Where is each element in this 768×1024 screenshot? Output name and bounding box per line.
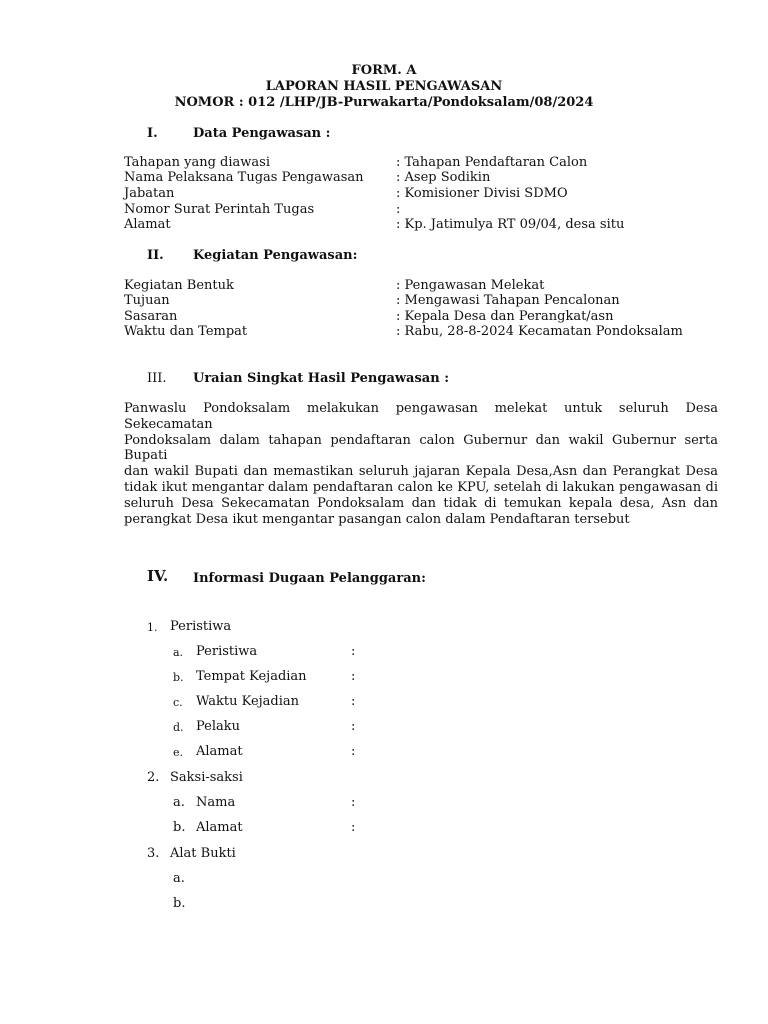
sub-label: Tempat Kejadian (196, 669, 307, 684)
row-label: Kegiatan Bentuk (124, 278, 234, 293)
row-label: Tahapan yang diawasi (124, 155, 270, 170)
sub-colon: : (351, 644, 356, 659)
sub-label: Peristiwa (196, 644, 258, 659)
paragraph-line: Pondoksalam dalam tahapan pendaftaran calon Gubernur dan wakil Gubernur serta Bupati (124, 432, 718, 464)
item-number: 1. (147, 621, 158, 634)
paragraph-line: seluruh Desa Sekecamatan Pondoksalam dan tidak di temukan kepala desa, Asn dan (124, 495, 718, 511)
sub-label: Alamat (196, 820, 243, 835)
sub-colon: : (351, 820, 356, 835)
sub-colon: : (351, 744, 356, 759)
row-label: Sasaran (124, 309, 178, 324)
row-value: : Kp. Jatimulya RT 09/04, desa situ (396, 217, 625, 232)
paragraph-line: tidak ikut mengantar dalam pendaftaran calon ke KPU, setelah di lakukan pengawasan di (124, 479, 718, 495)
document-title: LAPORAN HASIL PENGAWASAN (265, 79, 503, 94)
item-label: Saksi-saksi (170, 770, 243, 785)
section-4-heading: Informasi Dugaan Pelanggaran: (193, 571, 426, 586)
sub-letter: a. (173, 646, 184, 659)
sub-letter: a. (173, 871, 185, 886)
row-value: : Rabu, 28-8-2024 Kecamatan Pondoksalam (396, 324, 683, 339)
document-number: NOMOR : 012 /LHP/JB-Purwakarta/Pondoksalam/08/2024 (174, 95, 594, 110)
sub-colon: : (351, 795, 356, 810)
row-value: : (396, 202, 401, 217)
sub-label: Pelaku (196, 719, 241, 734)
row-value: : Asep Sodikin (396, 170, 491, 185)
section-4-number: IV. (147, 567, 169, 585)
sub-label: Waktu Kejadian (196, 694, 300, 709)
sub-letter: b. (173, 820, 186, 835)
section-2-heading: Kegiatan Pengawasan: (193, 248, 358, 263)
sub-label: Alamat (196, 744, 243, 759)
form-label: FORM. A (351, 63, 417, 78)
row-label: Jabatan (124, 186, 175, 201)
section-2-number: II. (147, 248, 164, 263)
paragraph-line: dan wakil Bupati dan memastikan seluruh jajaran Kepala Desa,Asn dan Perangkat Desa (124, 464, 718, 480)
sub-letter: e. (173, 746, 184, 759)
item-number: 2. (147, 770, 160, 785)
section-1-number: I. (147, 126, 158, 141)
item-label: Peristiwa (170, 619, 232, 634)
section-1-heading: Data Pengawasan : (193, 126, 331, 141)
sub-letter: d. (173, 721, 184, 734)
sub-colon: : (351, 694, 356, 709)
row-label: Nomor Surat Perintah Tugas (124, 202, 315, 217)
row-value: : Mengawasi Tahapan Pencalonan (396, 293, 620, 308)
row-value: : Komisioner Divisi SDMO (396, 186, 568, 201)
sub-colon: : (351, 719, 356, 734)
summary-paragraph (124, 401, 718, 527)
row-label: Waktu dan Tempat (124, 324, 248, 339)
item-number: 3. (147, 846, 160, 861)
sub-letter: c. (173, 696, 183, 709)
row-value: : Kepala Desa dan Perangkat/asn (396, 309, 614, 324)
item-label: Alat Bukti (170, 846, 236, 861)
paragraph-line: Panwaslu Pondoksalam melakukan pengawasan melekat untuk seluruh Desa Sekecamatan (124, 401, 718, 432)
section-3-heading: Uraian Singkat Hasil Pengawasan : (193, 371, 450, 386)
sub-letter: b. (173, 896, 186, 911)
sub-label: Nama (196, 795, 236, 810)
row-label: Nama Pelaksana Tugas Pengawasan (124, 170, 364, 185)
sub-colon: : (351, 669, 356, 684)
row-value: : Pengawasan Melekat (396, 278, 545, 293)
row-label: Tujuan (124, 293, 170, 308)
row-label: Alamat (124, 217, 171, 232)
sub-letter: b. (173, 671, 184, 684)
row-value: : Tahapan Pendaftaran Calon (396, 155, 588, 170)
paragraph-line: perangkat Desa ikut mengantar pasangan calon dalam Pendaftaran tersebut (124, 511, 630, 527)
sub-letter: a. (173, 795, 185, 810)
section-3-number: III. (147, 371, 167, 386)
